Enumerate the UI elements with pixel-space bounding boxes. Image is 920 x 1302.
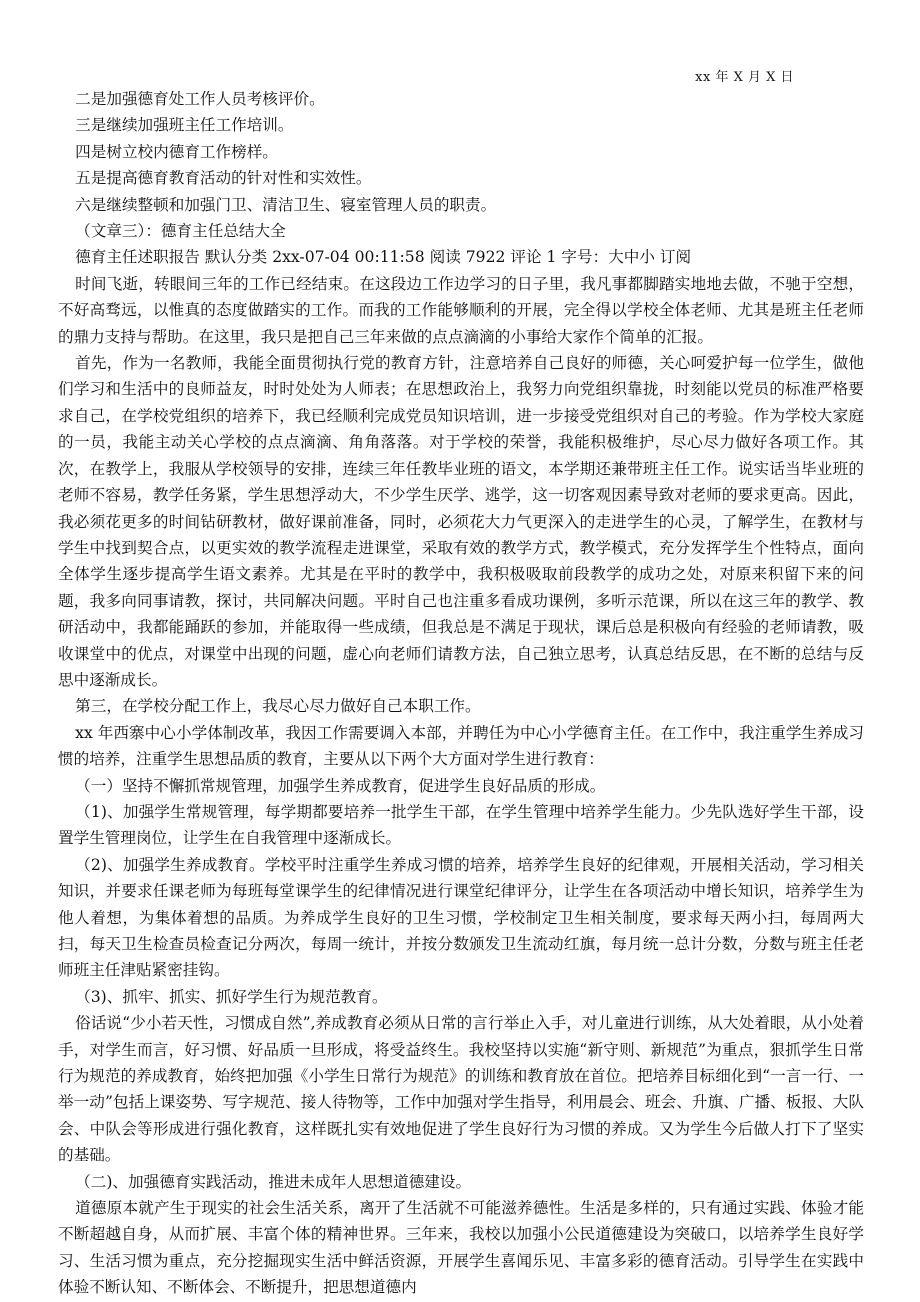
paragraph: xx 年西寨中心小学体制改革，我因工作需要调入本部，并聘任为中心小学德育主任。在工作中，我注重学生养成习惯的培养，注重学生思想品质的教育，主要从以下两个大方面对学生进行教育： bbox=[58, 723, 864, 769]
paragraph: 三是继续加强班主任工作培训。 bbox=[75, 116, 294, 135]
paragraph: 五是提高德育教育活动的针对性和实效性。 bbox=[75, 169, 372, 188]
header-date: xx 年 X 月 X 日 bbox=[695, 70, 794, 85]
paragraph: （1)、加强学生常规管理，每学期都要培养一批学生干部，在学生管理中培养学生能力。少先队选好学生干部，设置学生管理岗位，让学生在自我管理中逐渐成长。 bbox=[58, 802, 864, 848]
paragraph: （二)、加强德育实践活动，推进未成年人思想道德建设。 bbox=[75, 1172, 472, 1191]
paragraph: 道德原本就产生于现实的社会生活关系，离开了生活就不可能滋养德性。生活是多样的，只有通过实践、体验才能不断超越自身，从而扩展、丰富个体的精神世界。三年来，我校以加强小公民道德建设为突破口，以培养学生良好学习、生活习惯为重点，充分挖掘现实生活中鲜活资源，开展学生喜闻乐见、丰富多彩的德育活动。引导学生在实践中体验不断认知、不断体会、不断提升，把思想道德内 bbox=[58, 1199, 864, 1297]
paragraph: 四是树立校内德育工作榜样。 bbox=[75, 142, 278, 161]
paragraph: （一）坚持不懈抓常规管理，加强学生养成教育，促进学生良好品质的形成。 bbox=[75, 776, 606, 795]
paragraph: 第三，在学校分配工作上，我尽心尽力做好自己本职工作。 bbox=[75, 697, 481, 716]
paragraph: 俗话说“少小若天性，习惯成自然”,养成教育必须从日常的言行举止入手，对儿童进行训练，从大处着眼，从小处着手，对学生而言，好习惯、好品质一旦形成，将受益终生。我校坚持以实施“新守则、新规范”为重点，狠抓学生日常行为规范的养成教育，始终把加强《小学生日常行为规范》的训练和教育放在首位。把培养目标细化到“一言一行、一举一动”包括上课姿势、写字规范、接人待物等，工作中加强对学生指导，利用晨会、班会、升旗、广播、板报、大队会、中队会等形成进行强化教育，这样既扎实有效地促进了学生良好行为习惯的养成。又为学生今后做人打下了坚实的基础。 bbox=[58, 1014, 864, 1165]
paragraph: （3)、抓牢、抓实、抓好学生行为规范教育。 bbox=[75, 987, 388, 1006]
section-title: （文章三）：德育主任总结大全 bbox=[75, 222, 286, 241]
paragraph: 二是加强德育处工作人员考核评价。 bbox=[75, 90, 325, 108]
document-body bbox=[58, 86, 864, 1301]
paragraph: 时间飞逝，转眼间三年的工作已经结束。在这段边工作边学习的日子里，我凡事都脚踏实地地去做，不驰于空想，不好高骛远，以惟真的态度做踏实的工作。而我的工作能够顺利的开展，完全得以学校全体老师、尤其是班主任老师的鼎力支持与帮助。在这里，我只是把自己三年来做的点点滴滴的小事给大家作个简单的汇报。 bbox=[58, 274, 864, 346]
paragraph: 首先，作为一名教师，我能全面贯彻执行党的教育方针，注意培养自己良好的师德，关心呵爱护每一位学生，做他们学习和生活中的良师益友，时时处处为人师表；在思想政治上，我努力向党组织靠拢，时刻能以党员的标准严格要求自己，在学校党组织的培养下，我已经顺利完成党员知识培训，进一步接受党组织对自己的考验。作为学校大家庭的一员，我能主动关心学校的点点滴滴、角角落落。对于学校的荣誉，我能积极维护，尽心尽力做好各项工作。其次，在教学上，我服从学校领导的安排，连续三年任教毕业班的语文，本学期还兼带班主任工作。说实话当毕业班的老师不容易，教学任务紧，学生思想浮动大，不少学生厌学、逃学，这一切客观因素导致对老师的要求更高。因此，我必须花更多的时间钻研教材，做好课前准备，同时，必须花大力气更深入的走进学生的心灵，了解学生，在教材与学生中找到契合点，以更实效的教学流程走进课堂，采取有效的教学方式，教学模式，充分发挥学生个性特点，面向全体学生逐步提高学生语文素养。尤其是在平时的教学中，我积极吸取前段教学的成功之处，对原来积留下来的问题，我多向同事请教，探讨，共同解决问题。平时自己也注重多看成功课例，多听示范课，所以在这三年的教学、教研活动中，我都能踊跃的参加，并能取得一些成绩，但我总是不满足于现状，课后总是积极向有经验的老师请教，吸收课堂中的优点，对课堂中出现的问题，虚心向老师们请教方法，自己独立思考，认真总结反思，在不断的总结与反思中逐渐成长。 bbox=[58, 354, 864, 689]
paragraph: （2)、加强学生养成教育。学校平时注重学生养成习惯的培养，培养学生良好的纪律观，开展相关活动，学习相关知识，并要求任课老师为每班每堂课学生的纪律情况进行课堂纪律评分，让学生在各项活动中增长知识，培养学生为他人着想，为集体着想的品质。为养成学生良好的卫生习惯，学校制定卫生相关制度，要求每天两小扫，每周两大扫，每天卫生检查员检查记分两次，每周一统计，并按分数颁发卫生流动红旗，每月统一总计分数，分数与班主任老师班主任津贴紧密挂钩。 bbox=[58, 855, 864, 980]
paragraph: 六是继续整顿和加强门卫、清洁卫生、寝室管理人员的职责。 bbox=[75, 195, 497, 214]
article-meta: 德育主任述职报告 默认分类 2xx-07-04 00:11:58 阅读 7922 评论 1 字号：大中小 订阅 bbox=[75, 248, 692, 267]
